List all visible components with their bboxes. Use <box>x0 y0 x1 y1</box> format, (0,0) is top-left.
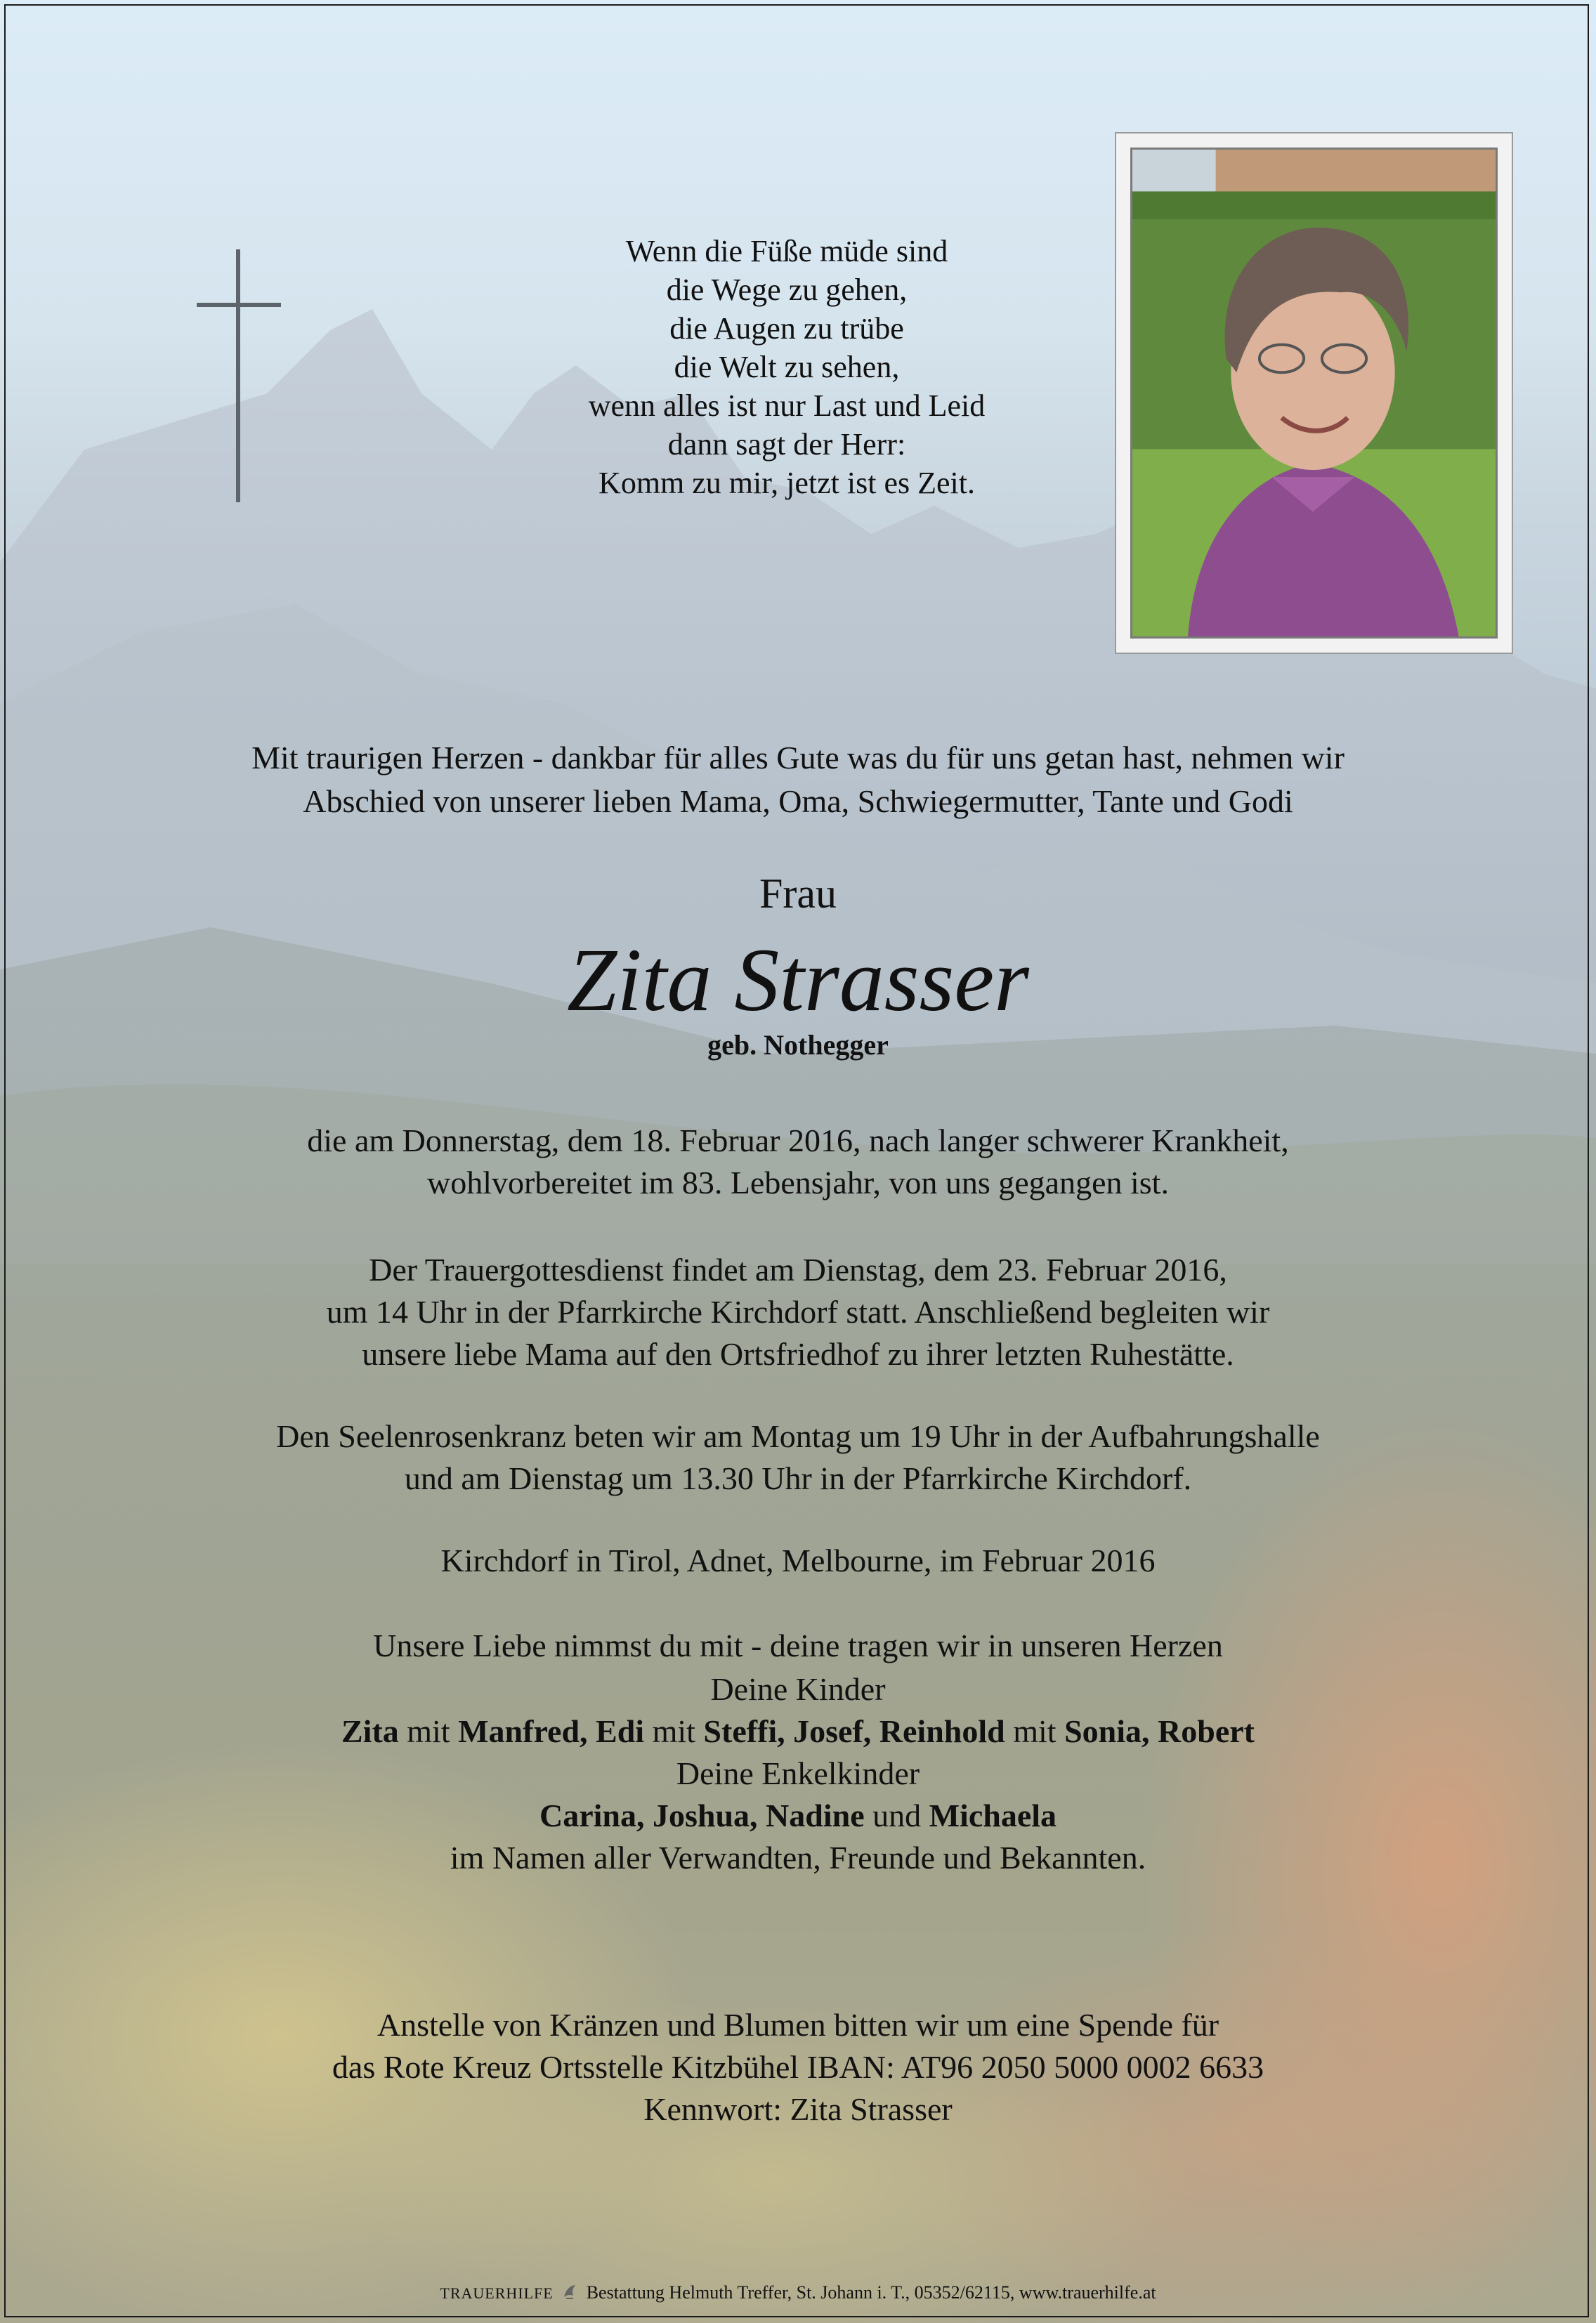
footer-text: Bestattung Helmuth Treffer, St. Johann i. T., 05352/62115, www.trauerhilfe.at <box>586 2282 1156 2303</box>
death-notice <box>0 1120 1596 1204</box>
poem-line: die Augen zu trübe <box>669 311 904 346</box>
funeral-service-info <box>0 1249 1596 1375</box>
deceased-name: Zita Strasser <box>567 930 1029 1030</box>
footer-imprint <box>0 2282 1596 2305</box>
place-date: Kirchdorf in Tirol, Adnet, Melbourne, im Februar 2016 <box>440 1543 1156 1578</box>
closing-line: Unsere Liebe nimmst du mit - deine tragen wir in unseren Herzen <box>373 1628 1223 1663</box>
intro-text <box>0 736 1596 823</box>
poem-line: Wenn die Füße müde sind <box>625 234 948 268</box>
poem-line: die Wege zu gehen, <box>666 273 908 307</box>
poem-line: Komm zu mir, jetzt ist es Zeit. <box>598 466 975 500</box>
funeral-line: um 14 Uhr in der Pfarrkirche Kirchdorf statt. Anschließend begleiten wir <box>326 1294 1270 1330</box>
donation-line: Kennwort: Zita Strasser <box>643 2091 953 2127</box>
memorial-poem <box>436 232 1138 502</box>
funeral-line: unsere liebe Mama auf den Ortsfriedhof zu ihrer letzten Ruhestätte. <box>362 1336 1234 1372</box>
funeral-line: Der Trauergottesdienst findet am Dienstag, dem 23. Februar 2016, <box>369 1252 1227 1288</box>
portrait-photo-frame <box>1115 132 1513 654</box>
relatives-line: im Namen aller Verwandten, Freunde und Bekannten. <box>450 1840 1146 1876</box>
salutation: Frau <box>759 870 837 917</box>
grandchildren-label: Deine Enkelkinder <box>676 1755 920 1791</box>
mourners-section <box>0 1625 1596 1879</box>
poem-line: die Welt zu sehen, <box>674 350 900 384</box>
poem-line: dann sagt der Herr: <box>667 427 906 462</box>
rosary-line: Den Seelenrosenkranz beten wir am Montag um 19 Uhr in der Aufbahrungshalle <box>276 1418 1320 1454</box>
rosary-info <box>0 1415 1596 1500</box>
grandchildren-names: Carina, Joshua, Nadine und Michaela <box>539 1798 1057 1833</box>
cross-icon <box>197 249 281 502</box>
death-notice-line: wohlvorbereitet im 83. Lebensjahr, von uns gegangen ist. <box>427 1165 1169 1200</box>
maiden-name: geb. Nothegger <box>707 1029 889 1061</box>
donation-line: das Rote Kreuz Ortsstelle Kitzbühel IBAN: AT96 2050 5000 0002 6633 <box>332 2049 1264 2085</box>
footer-brand: TRAUERHILFE <box>440 2284 554 2302</box>
donation-line: Anstelle von Kränzen und Blumen bitten wir um eine Spende für <box>377 2007 1219 2043</box>
intro-line: Abschied von unserer lieben Mama, Oma, Schwiegermutter, Tante und Godi <box>303 783 1293 819</box>
children-names: Zita mit Manfred, Edi mit Steffi, Josef, Reinhold mit Sonia, Robert <box>341 1713 1255 1749</box>
rosary-line: und am Dienstag um 13.30 Uhr in der Pfarrkirche Kirchdorf. <box>404 1460 1192 1496</box>
death-notice-line: die am Donnerstag, dem 18. Februar 2016, nach langer schwerer Krankheit, <box>307 1123 1289 1158</box>
donation-request <box>0 2004 1596 2131</box>
intro-line: Mit traurigen Herzen - dankbar für alles Gute was du für uns getan hast, nehmen wir <box>251 740 1345 776</box>
dove-logo-icon <box>562 2283 577 2301</box>
children-label: Deine Kinder <box>710 1671 886 1707</box>
poem-line: wenn alles ist nur Last und Leid <box>588 388 986 423</box>
portrait-photo <box>1130 148 1498 639</box>
